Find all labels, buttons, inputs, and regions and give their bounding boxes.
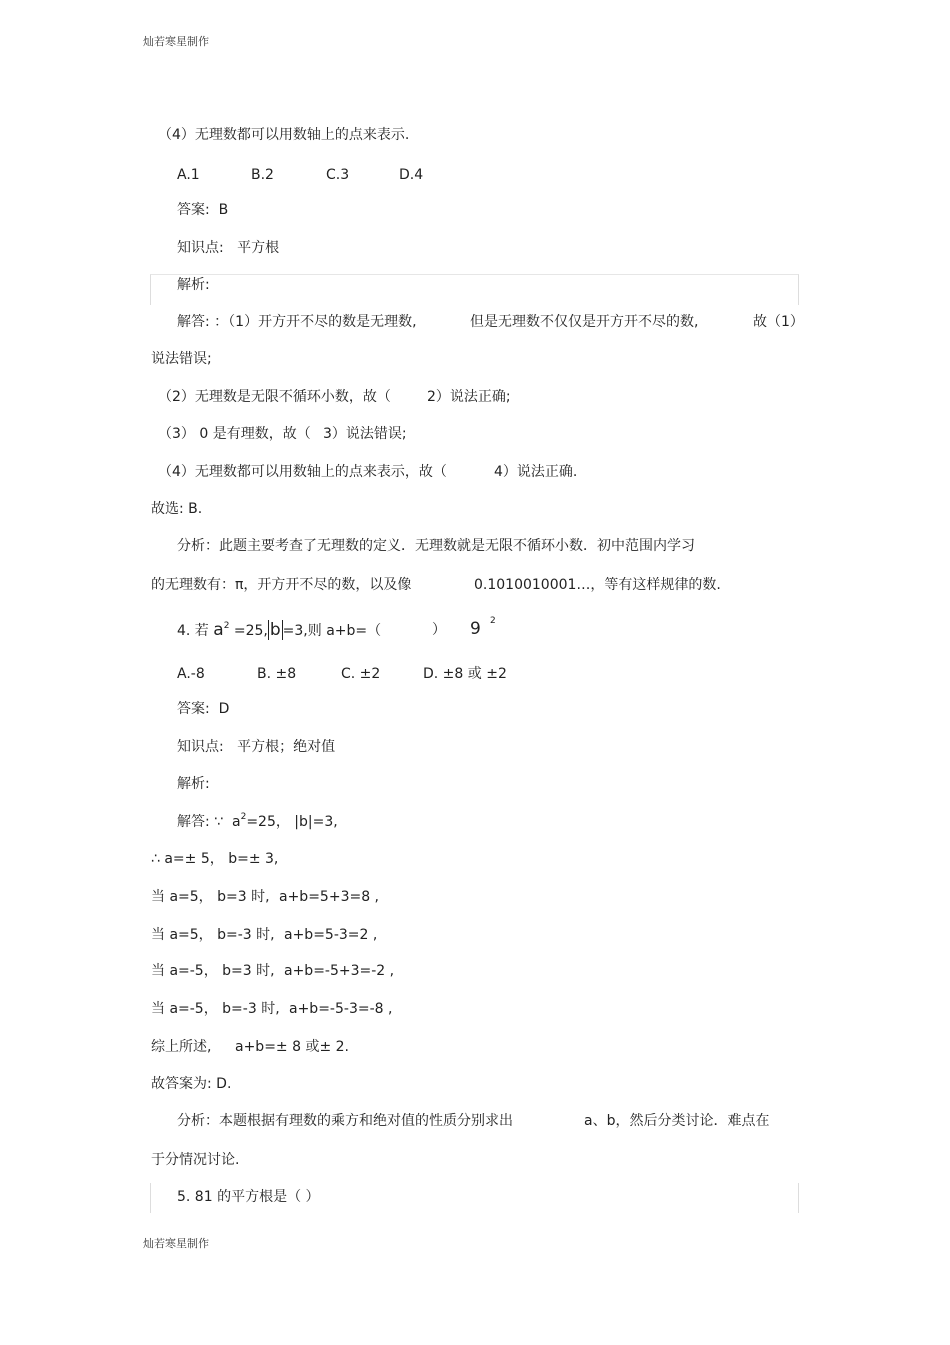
q5-stem: 5. 81 的平方根是（ ）	[177, 1189, 320, 1205]
q3-analysis-2b: 0.1010010001…，等有这样规律的数.	[474, 577, 721, 593]
q3-option-c: C.3	[326, 167, 350, 183]
q3-analysis-label: 解析:	[177, 277, 210, 293]
q4-nine-value: 9	[470, 619, 481, 639]
knowledge-label: 知识点:	[177, 739, 224, 755]
q4-stem	[177, 621, 381, 642]
q4-nine-exp: 2	[490, 616, 496, 626]
q4-eq1: =25,	[233, 623, 268, 639]
q3-line-4b: 4）说法正确.	[494, 464, 578, 480]
q4-option-a: A.-8	[177, 666, 205, 682]
q4-summary-a: 综上所述,	[151, 1039, 212, 1055]
q4-therefore: ∴ a=± 5， b=± 3,	[151, 851, 279, 867]
q3-options	[177, 166, 423, 184]
q4-summary-b: a+b=± 8 或± 2.	[235, 1039, 350, 1055]
q3-solution-d: 说法错误;	[151, 351, 212, 367]
q4-case-3a: 当 a=-5， b=3 时,	[151, 963, 275, 979]
q4-option-d: D. ±8 或 ±2	[423, 666, 507, 682]
q3-analysis-2a: 的无理数有：π，开方开不尽的数，以及像	[151, 577, 412, 593]
q3-line-4a: （4）无理数都可以用数轴上的点来表示，故（	[158, 464, 447, 480]
page-header: 灿若寒星制作	[143, 35, 209, 48]
q4-number: 4. 若	[177, 623, 209, 639]
q3-answer	[177, 201, 228, 219]
q4-analysis-label: 解析:	[177, 776, 210, 792]
answer-value: B	[218, 202, 229, 218]
q4-case-2a: 当 a=5， b=-3 时,	[151, 927, 275, 943]
q4-knowledge	[177, 738, 335, 756]
q3-statement-4: （4）无理数都可以用数轴上的点来表示.	[158, 127, 410, 143]
q4-options	[177, 665, 507, 683]
q4-var-b: b	[269, 620, 281, 640]
q4-sol-var-a: a	[231, 814, 241, 830]
q4-solution	[177, 813, 338, 833]
knowledge-label: 知识点:	[177, 240, 224, 256]
q4-analysis-1b: a、b，然后分类讨论．难点在	[584, 1113, 770, 1129]
answer-label: 答案:	[177, 701, 210, 717]
q4-paren-close: ）	[432, 622, 446, 638]
q4-case-3b: a+b=-5+3=-2 ,	[284, 963, 395, 979]
q4-sol-rest: =25， |b|=3,	[246, 814, 338, 830]
q4-answer	[177, 700, 229, 718]
q3-solution-c: 故（1）	[753, 314, 804, 330]
q3-option-a: A.1	[177, 167, 200, 183]
q4-case-4a: 当 a=-5， b=-3 时,	[151, 1001, 280, 1017]
answer-label: 答案:	[177, 202, 210, 218]
q4-option-c: C. ±2	[341, 666, 381, 682]
q3-option-d: D.4	[399, 167, 424, 183]
q3-choose: 故选: B.	[151, 501, 203, 517]
q4-option-b: B. ±8	[257, 666, 297, 682]
q4-exp: 2	[223, 621, 230, 631]
q4-case-1b: a+b=5+3=8 ,	[279, 889, 380, 905]
q4-final: 故答案为: D.	[151, 1076, 232, 1092]
knowledge-value: 平方根；绝对值	[237, 739, 336, 755]
q4-analysis-1a: 分析：本题根据有理数的乘方和绝对值的性质分别求出	[177, 1113, 513, 1129]
q4-case-4b: a+b=-5-3=-8 ,	[289, 1001, 393, 1017]
q3-line-3a: （3） 0 是有理数，故（	[158, 426, 311, 442]
q4-sol-label: 解答: ∵	[177, 814, 224, 830]
page-footer: 灿若寒星制作	[143, 1237, 209, 1250]
q3-solution-a: 解答: ：（1）开方开不尽的数是无理数,	[177, 314, 417, 330]
q4-sol-exp: 2	[240, 812, 247, 822]
analysis-box-rule	[150, 274, 799, 305]
q3-line-2b: 2）说法正确;	[427, 389, 511, 405]
q4-nine	[470, 620, 481, 638]
q4-eq2: =3,则 a+b=（	[282, 623, 382, 639]
q4-case-2b: a+b=5-3=2 ,	[284, 927, 378, 943]
q3-analysis-1: 分析：此题主要考查了无理数的定义．无理数就是无限不循环小数．初中范围内学习	[177, 538, 695, 554]
q3-knowledge	[177, 239, 279, 257]
q3-line-3b: 3）说法错误;	[323, 426, 407, 442]
q3-solution-b: 但是无理数不仅仅是开方开不尽的数,	[470, 314, 699, 330]
q4-var-a: a	[213, 620, 224, 640]
q4-analysis-2: 于分情况讨论.	[151, 1152, 240, 1168]
q4-case-1a: 当 a=5， b=3 时,	[151, 889, 270, 905]
q3-option-b: B.2	[251, 167, 274, 183]
q4-abs-b	[268, 620, 283, 640]
knowledge-value: 平方根	[237, 240, 280, 256]
answer-value: D	[218, 701, 230, 717]
q3-line-2a: （2）无理数是无限不循环小数，故（	[158, 389, 391, 405]
